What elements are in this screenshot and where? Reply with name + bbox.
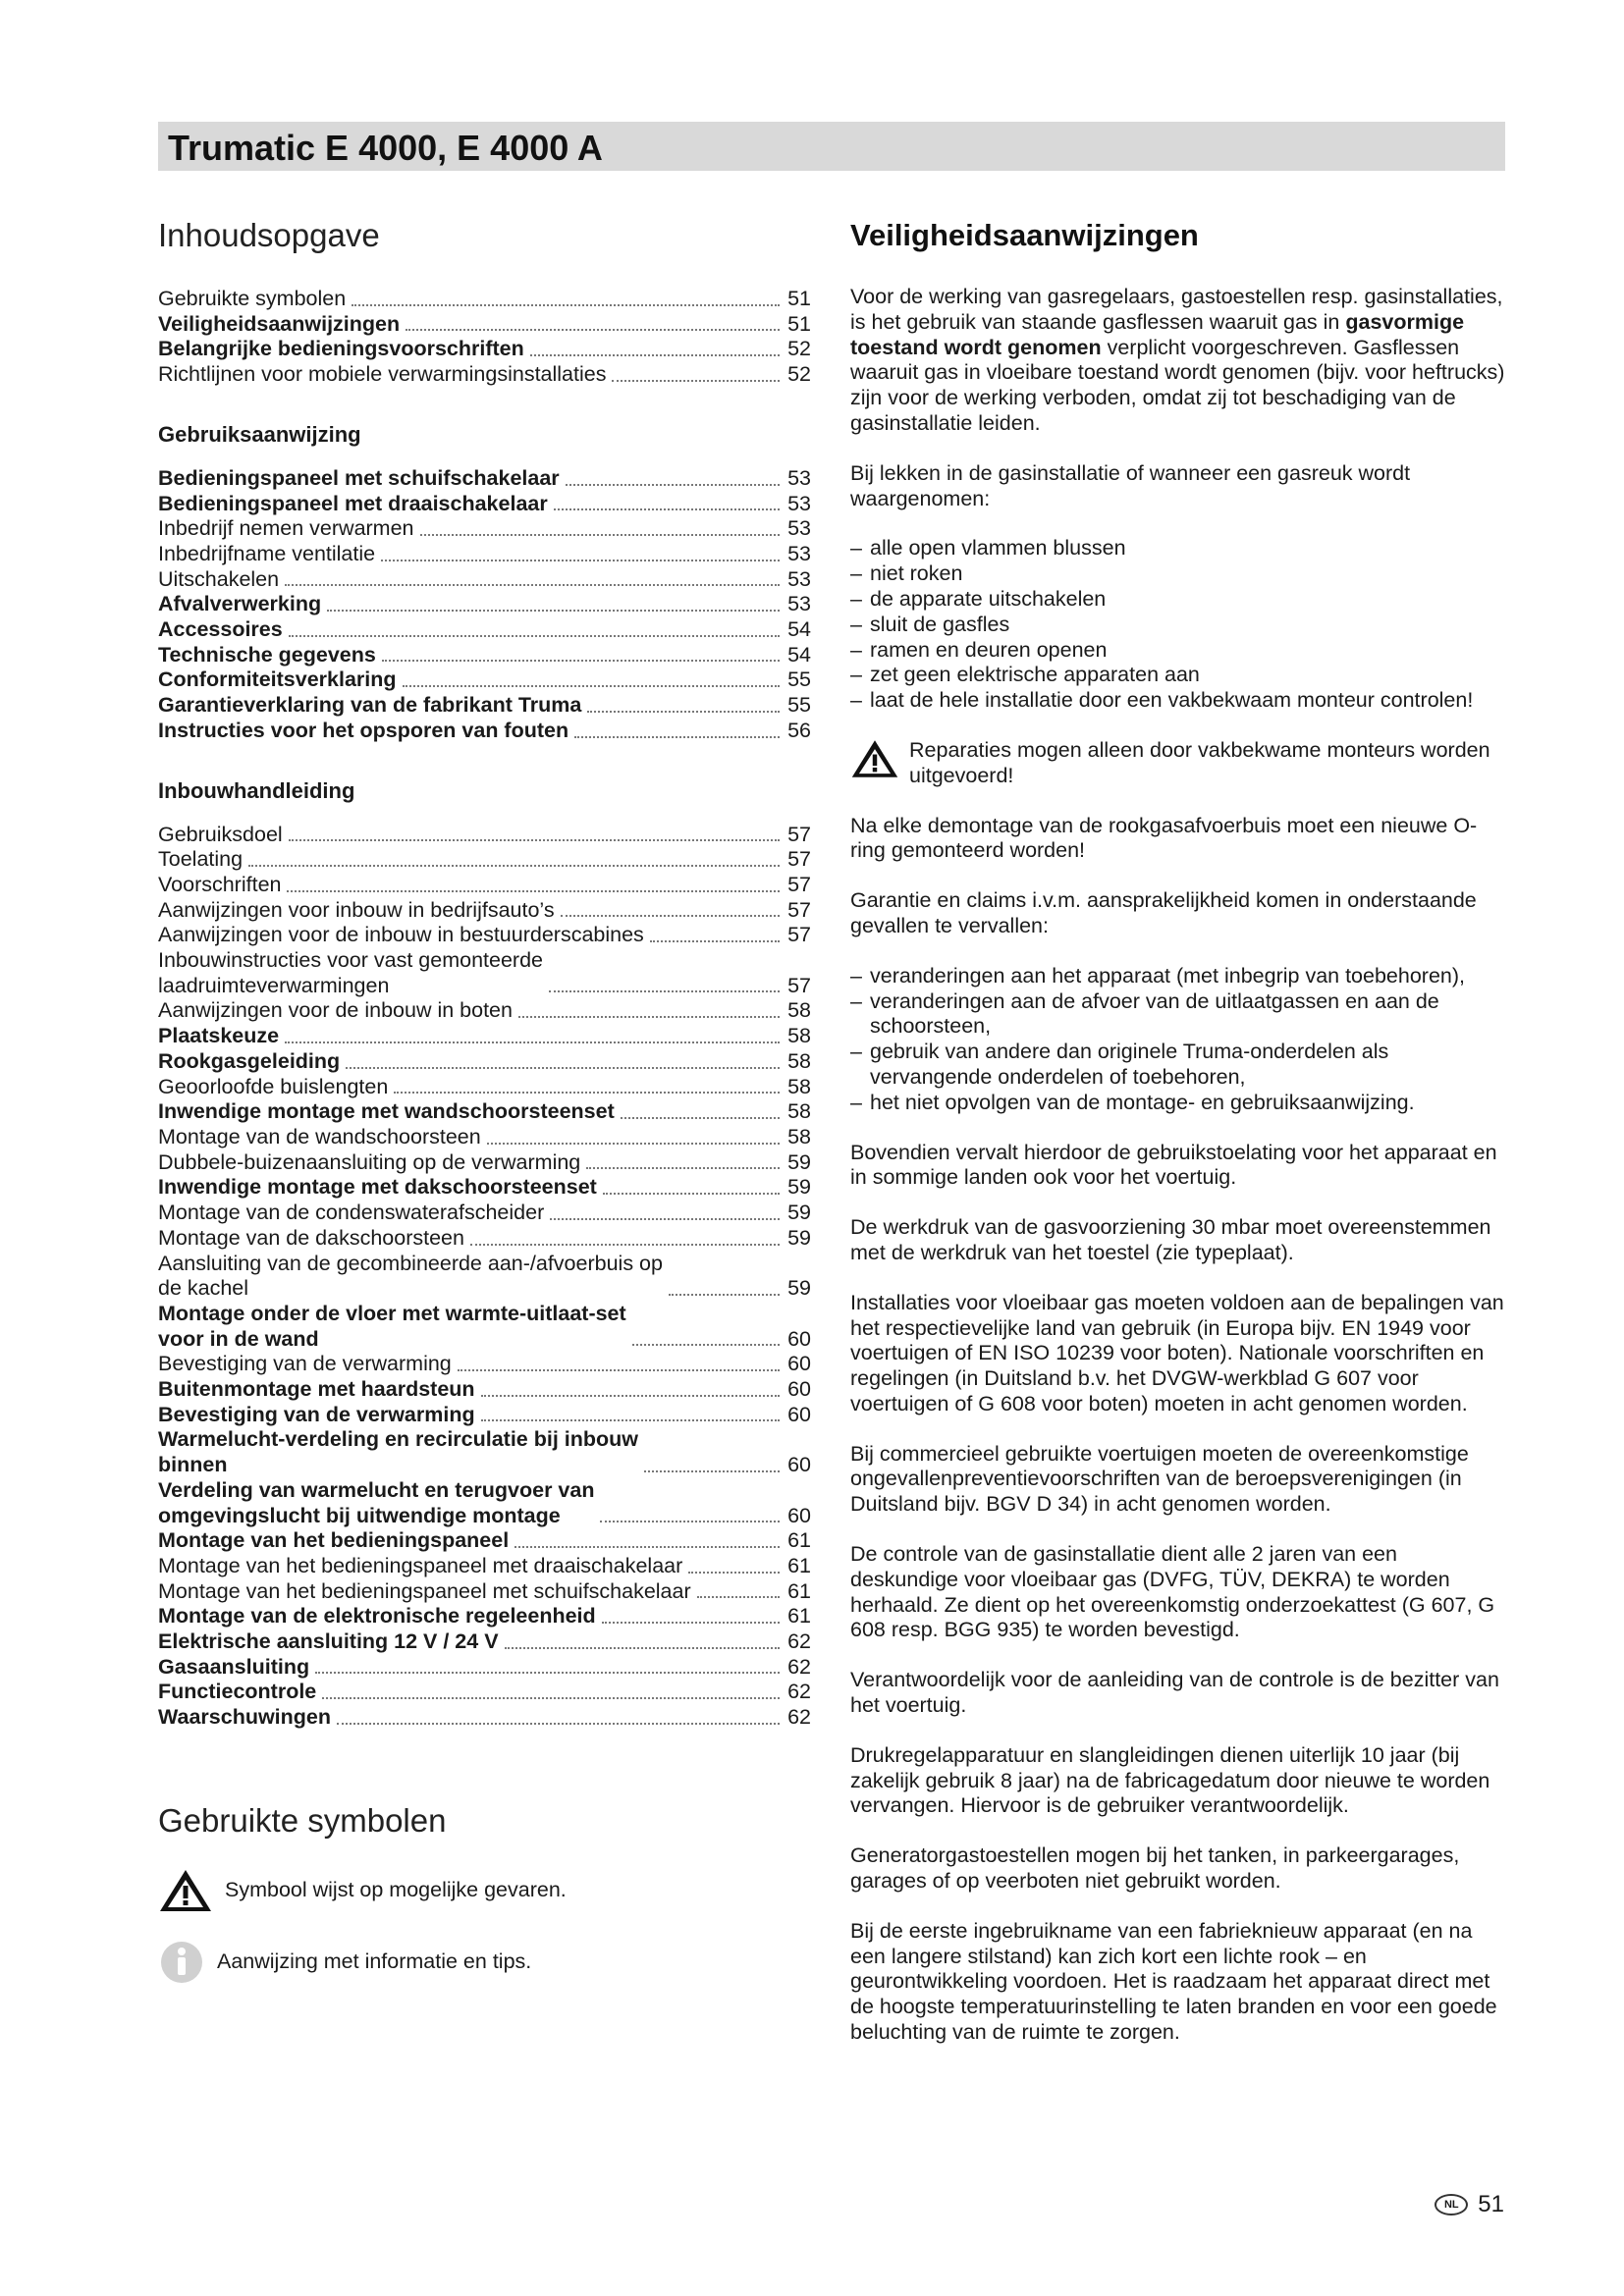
toc-entry	[158, 1554, 811, 1579]
toc-entry-title: Toelating	[158, 847, 244, 872]
safety-p1-bold: gasvormige toestand wordt genomen	[850, 309, 1465, 359]
toc-entry-page: 62	[787, 1654, 811, 1679]
toc-entry-page: 58	[787, 1074, 811, 1098]
toc-entry-title: Bedieningspaneel met draaischakelaar	[158, 491, 548, 515]
toc-leader-dots	[285, 584, 780, 586]
toc-entry-page: 60	[787, 1326, 811, 1351]
toc-entry-title: Accessoires	[158, 617, 283, 642]
toc-entry	[158, 1655, 811, 1681]
toc-entry-page: 59	[787, 1225, 811, 1250]
toc-entry-title: Montage van de elektronische regeleenheid	[158, 1604, 596, 1629]
toc-entry-page: 53	[787, 592, 811, 616]
toc-entry-page: 59	[787, 1149, 811, 1174]
toc-entry	[158, 923, 811, 948]
toc-leader-dots	[352, 304, 780, 306]
toc-entry-page: 53	[787, 516, 811, 541]
safety-paragraph-8: Bij commercieel gebruikte voertuigen moeten de overeenkomstige ongevallenpreventievoorschriften van de beroepsverenigingen (in Duitsland bijv. BGV D 34) in acht genomen worden.	[850, 1441, 1469, 1517]
toc-entry-title: Waarschuwingen	[158, 1705, 332, 1730]
document-title: Trumatic E 4000, E 4000 A	[168, 128, 603, 168]
toc-entry	[158, 617, 811, 643]
toc-entry-title: Richtlijnen voor mobiele verwarmingsinstallaties	[158, 362, 607, 387]
toc-leader-dots	[549, 990, 780, 992]
toc-entry-page: 58	[787, 1048, 811, 1073]
info-icon	[158, 1939, 205, 1986]
list-item: – sluit de gasfles	[850, 613, 1506, 638]
toc-entry-title: Gebruikte symbolen	[158, 287, 347, 310]
toc-entry	[158, 1024, 811, 1049]
toc-entry	[158, 1377, 811, 1403]
toc-entry-page: 57	[787, 923, 811, 947]
toc-entry	[158, 1427, 811, 1477]
toc-leader-dots	[481, 1419, 780, 1421]
toc-entry-title: Aanwijzingen voor de inbouw in bestuurderscabines	[158, 923, 644, 947]
toc-entry	[158, 1528, 811, 1554]
toc-entry	[158, 362, 811, 388]
toc-entry-title: Geoorloofde buislengten	[158, 1074, 389, 1098]
toc-leader-dots	[550, 1218, 780, 1220]
toc-leader-dots	[382, 660, 780, 662]
toc-entry-title: Warmelucht-verdeling en recirculatie bij inbouw binnen	[158, 1427, 639, 1477]
toc-entry-title: Instructies voor het opsporen van fouten	[158, 718, 569, 742]
toc-leader-dots	[420, 534, 780, 536]
warranty-void-list	[850, 964, 1506, 1116]
toc-entry-page: 51	[787, 311, 811, 336]
toc-entry	[158, 542, 811, 567]
toc-leader-dots	[458, 1369, 780, 1371]
toc-entry	[158, 1201, 811, 1226]
list-item: – het niet opvolgen van de montage- en gebruiksaanwijzing.	[850, 1091, 1506, 1116]
toc-entry-title: Montage van de condenswaterafscheider	[158, 1201, 545, 1225]
toc-entry	[158, 1150, 811, 1176]
toc-entry-title: Garantieverklaring van de fabrikant Truma	[158, 693, 582, 718]
toc-entry-page: 61	[787, 1604, 811, 1629]
toc-leader-dots	[285, 1041, 780, 1043]
list-item: – alle open vlammen blussen	[850, 536, 1506, 561]
toc-entry	[158, 1680, 811, 1705]
toc-leader-dots	[346, 1067, 780, 1069]
safety-paragraph-3: Na elke demontage van de rookgasafvoerbuis moet een nieuwe O-ring gemonteerd worden!	[850, 813, 1478, 863]
toc-leader-dots	[322, 1697, 780, 1699]
toc-entry	[158, 337, 811, 362]
toc-entry-title: Buitenmontage met haardsteun	[158, 1377, 475, 1402]
safety-paragraph-12: Generatorgastoestellen mogen bij het tanken, in parkeergarages, garages of op veerboten niet gebruikt worden.	[850, 1843, 1460, 1894]
toc-leader-dots	[603, 1193, 780, 1195]
toc-entry	[158, 466, 811, 492]
toc-leader-dots	[530, 354, 780, 356]
warning-row	[850, 738, 1506, 789]
left-column	[158, 214, 811, 1986]
toc-entry	[158, 1302, 811, 1352]
list-item: – niet roken	[850, 561, 1506, 587]
toc-entry	[158, 823, 811, 848]
toc-leader-dots	[381, 560, 780, 561]
toc-entry-title: Functiecontrole	[158, 1680, 317, 1704]
toc-entry-page: 60	[787, 1503, 811, 1527]
safety-paragraph-11: Drukregelapparatuur en slangleidingen dienen uiterlijk 10 jaar (bij zakelijk gebruik 8 jaar) na de fabricagedatum door nieuwe te worden vervangen. Hiervoor is de gebruiker verantwoordelijk.	[850, 1742, 1490, 1818]
toc-leader-dots	[612, 380, 780, 382]
toc-entry	[158, 1478, 811, 1528]
toc-entry-page: 55	[787, 667, 811, 692]
right-column	[850, 214, 1506, 2070]
toc-entry-page: 57	[787, 897, 811, 922]
toc-entry-title: Uitschakelen	[158, 566, 280, 591]
toc-entry	[158, 643, 811, 668]
toc-entry-page: 54	[787, 642, 811, 667]
toc-entry	[158, 492, 811, 517]
toc-entry-title: Aansluiting van de gecombineerde aan-/afvoerbuis op de kachel	[158, 1251, 663, 1301]
toc-group-title: Inbouwhandleiding	[158, 777, 355, 803]
safety-paragraph-5: Bovendien vervalt hierdoor de gebruikstoelating voor het apparaat en in sommige landen ook voor het voertuig.	[850, 1140, 1497, 1190]
toc-entry-title: Inwendige montage met dakschoorsteenset	[158, 1175, 597, 1200]
gas-leak-actions-list	[850, 536, 1506, 714]
toc-entry-title: Voorschriften	[158, 872, 282, 896]
toc-entry	[158, 667, 811, 693]
toc-entry	[158, 1403, 811, 1428]
toc-entry	[158, 287, 811, 312]
toc-entry-title: Veiligheidsaanwijzingen	[158, 311, 401, 336]
toc-leader-dots	[697, 1596, 780, 1598]
toc-entry-page: 59	[787, 1201, 811, 1225]
list-item: – laat de hele installatie door een vakbekwaam monteur controlen!	[850, 688, 1506, 714]
toc-entry	[158, 998, 811, 1024]
toc-leader-dots	[587, 711, 780, 713]
toc-entry	[158, 592, 811, 617]
safety-paragraph-2: Bij lekken in de gasinstallatie of wanneer een gasreuk wordt waargenomen:	[850, 460, 1411, 510]
toc-entry-title: Aanwijzingen voor inbouw in bedrijfsauto’s	[158, 897, 555, 922]
toc-entry-page: 54	[787, 617, 811, 642]
safety-p1-text-a: Voor de werking van gasregelaars, gastoestellen resp. gasinstallaties, is het gebruik van staande gasflessen waaruit gas in	[850, 285, 1503, 334]
toc-entry	[158, 898, 811, 924]
toc-heading: Inhoudsopgave	[158, 217, 380, 253]
toc-entry-page: 60	[787, 1377, 811, 1402]
language-badge: NL	[1435, 2194, 1468, 2216]
table-of-contents	[158, 287, 811, 1731]
toc-entry-title: Montage van de dakschoorsteen	[158, 1225, 464, 1250]
toc-entry-page: 61	[787, 1578, 811, 1603]
page-footer	[1435, 2191, 1504, 2218]
toc-entry-title: Inbedrijfname ventilatie	[158, 541, 376, 565]
toc-entry	[158, 312, 811, 338]
toc-entry-page: 57	[787, 973, 811, 997]
toc-entry-title: Verdeling van warmelucht en terugvoer van omgevingslucht bij uitwendige montage	[158, 1477, 595, 1527]
toc-entry-page: 57	[787, 847, 811, 872]
toc-entry-title: Bevestiging van de verwarming	[158, 1402, 475, 1426]
toc-leader-dots	[394, 1092, 780, 1094]
safety-heading: Veiligheidsaanwijzingen	[850, 218, 1199, 252]
toc-entry	[158, 1252, 811, 1302]
toc-entry-page: 55	[787, 693, 811, 718]
toc-entry	[158, 1075, 811, 1100]
toc-entry-page: 53	[787, 465, 811, 490]
toc-entry	[158, 948, 811, 998]
toc-entry-title: Inwendige montage met wandschoorsteenset	[158, 1099, 615, 1124]
toc-entry-title: Montage van het bedieningspaneel	[158, 1528, 510, 1553]
toc-entry-title: Elektrische aansluiting 12 V / 24 V	[158, 1629, 499, 1654]
toc-entry-title: Gasaansluiting	[158, 1654, 310, 1679]
symbol-row-info	[158, 1939, 811, 1986]
toc-leader-dots	[600, 1521, 780, 1522]
toc-leader-dots	[487, 1143, 780, 1145]
toc-entry	[158, 1352, 811, 1377]
toc-entry-title: Rookgasgeleiding	[158, 1048, 341, 1073]
toc-entry-page: 62	[787, 1680, 811, 1704]
toc-leader-dots	[505, 1647, 780, 1649]
toc-entry	[158, 516, 811, 542]
toc-leader-dots	[561, 915, 780, 917]
toc-leader-dots	[644, 1470, 780, 1472]
toc-leader-dots	[574, 736, 780, 738]
toc-leader-dots	[315, 1672, 780, 1674]
toc-entry-title: Belangrijke bedieningsvoorschriften	[158, 337, 524, 361]
toc-group-title: Gebruiksaanwijzing	[158, 421, 361, 447]
toc-leader-dots	[406, 329, 780, 331]
toc-entry-page: 60	[787, 1453, 811, 1477]
toc-leader-dots	[337, 1723, 780, 1725]
toc-entry	[158, 847, 811, 873]
toc-entry-page: 57	[787, 872, 811, 896]
safety-paragraph-10: Verantwoordelijk voor de aanleiding van de controle is de bezitter van het voertuig.	[850, 1668, 1499, 1718]
safety-paragraph-13: Bij de eerste ingebruikname van een fabrieknieuw apparaat (en na een langere stilstand) kan zich kort een lichte rook – en geurontwikkeling voordoen. Het is raadzaam het apparaat direct met de hoogste temperatuurinstelling te laten branden en voor een goede beluchting van de ruimte te zorgen.	[850, 1918, 1497, 2045]
toc-leader-dots	[327, 610, 780, 612]
toc-entry-title: Montage onder de vloer met warmte-uitlaat-set voor in de wand	[158, 1301, 626, 1351]
toc-entry	[158, 1629, 811, 1655]
list-item: – veranderingen aan de afvoer van de uitlaatgassen en aan de schoorsteen,	[850, 989, 1506, 1041]
toc-entry-page: 58	[787, 1124, 811, 1148]
toc-entry-title: Aanwijzingen voor de inbouw in boten	[158, 998, 513, 1023]
page-number: 51	[1478, 2191, 1504, 2217]
toc-entry	[158, 567, 811, 593]
toc-entry-page: 60	[787, 1402, 811, 1426]
toc-entry-page: 53	[787, 566, 811, 591]
toc-entry-page: 59	[787, 1276, 811, 1301]
toc-entry-title: Montage van de wandschoorsteen	[158, 1124, 481, 1148]
toc-entry	[158, 1099, 811, 1125]
toc-entry-page: 52	[787, 362, 811, 387]
symbol-info-text: Aanwijzing met informatie en tips.	[217, 1949, 532, 1974]
toc-entry-title: Bevestiging van de verwarming	[158, 1352, 452, 1376]
toc-entry-page: 60	[787, 1352, 811, 1376]
toc-entry	[158, 1579, 811, 1605]
toc-leader-dots	[289, 635, 780, 637]
toc-leader-dots	[289, 839, 780, 841]
list-item: – de apparate uitschakelen	[850, 587, 1506, 613]
toc-entry-title: Afvalverwerking	[158, 592, 322, 616]
toc-entry-page: 52	[787, 337, 811, 361]
list-item: – veranderingen aan het apparaat (met inbegrip van toebehoren),	[850, 964, 1506, 989]
toc-entry	[158, 1604, 811, 1629]
toc-leader-dots	[650, 940, 780, 942]
header-bar	[158, 122, 1505, 171]
toc-leader-dots	[632, 1344, 780, 1346]
toc-entry-title: Montage van het bedieningspaneel met schuifschakelaar	[158, 1578, 691, 1603]
toc-entry-page: 58	[787, 1099, 811, 1124]
warning-triangle-icon	[158, 1868, 213, 1913]
toc-entry-page: 56	[787, 718, 811, 742]
toc-leader-dots	[602, 1622, 780, 1624]
toc-leader-dots	[248, 865, 780, 867]
toc-entry-page: 61	[787, 1553, 811, 1577]
repair-warning-text: Reparaties mogen alleen door vakbekwame monteurs worden uitgevoerd!	[909, 737, 1490, 787]
toc-entry-title: Dubbele-buizenaansluiting op de verwarming	[158, 1149, 581, 1174]
toc-entry-page: 62	[787, 1705, 811, 1730]
warning-triangle-icon	[850, 738, 899, 779]
toc-entry	[158, 873, 811, 898]
toc-entry-page: 57	[787, 822, 811, 846]
toc-leader-dots	[669, 1294, 780, 1296]
toc-entry-page: 53	[787, 541, 811, 565]
toc-entry-page: 53	[787, 491, 811, 515]
toc-entry-title: Gebruiksdoel	[158, 822, 283, 846]
list-item: – zet geen elektrische apparaten aan	[850, 663, 1506, 688]
toc-leader-dots	[287, 890, 780, 892]
toc-entry	[158, 719, 811, 744]
toc-entry-title: Technische gegevens	[158, 642, 376, 667]
toc-entry-title: Plaatskeuze	[158, 1024, 280, 1048]
symbol-row-warning	[158, 1868, 811, 1913]
toc-entry-page: 61	[787, 1528, 811, 1553]
toc-entry-title: Conformiteitsverklaring	[158, 667, 397, 692]
safety-p1-text-b: verplicht voorgeschreven. Gasflessen waaruit gas in vloeibare toestand wordt genomen (bijv. voor heftrucks) zijn voor de werking verboden, omdat zij tot beschadiging van de gasinstallatie leiden.	[850, 335, 1505, 435]
toc-leader-dots	[470, 1244, 780, 1246]
symbol-warning-text: Symbool wijst op mogelijke gevaren.	[225, 1878, 567, 1902]
toc-entry-title: Inbedrijf nemen verwarmen	[158, 516, 414, 541]
toc-entry	[158, 693, 811, 719]
toc-leader-dots	[554, 508, 780, 510]
toc-leader-dots	[514, 1546, 780, 1548]
toc-entry-page: 58	[787, 998, 811, 1023]
toc-entry-page: 59	[787, 1175, 811, 1200]
toc-leader-dots	[688, 1572, 780, 1574]
toc-leader-dots	[403, 685, 780, 687]
toc-entry	[158, 1705, 811, 1731]
toc-entry	[158, 1226, 811, 1252]
toc-leader-dots	[566, 484, 780, 486]
toc-entry	[158, 1175, 811, 1201]
toc-leader-dots	[586, 1167, 780, 1169]
toc-entry	[158, 1049, 811, 1075]
toc-entry-title: Montage van het bedieningspaneel met draaischakelaar	[158, 1553, 683, 1577]
symbols-heading: Gebruikte symbolen	[158, 1801, 447, 1839]
list-item: – ramen en deuren openen	[850, 638, 1506, 664]
list-item: – gebruik van andere dan originele Truma-onderdelen als vervangende onderdelen of toebehoren,	[850, 1040, 1506, 1091]
toc-entry	[158, 1125, 811, 1150]
toc-leader-dots	[481, 1395, 780, 1397]
safety-paragraph-4: Garantie en claims i.v.m. aansprakelijkheid komen in onderstaande gevallen te vervallen:	[850, 888, 1477, 937]
toc-entry-page: 51	[787, 287, 811, 310]
safety-paragraph-1	[850, 285, 1506, 437]
toc-entry-title: Inbouwinstructies voor vast gemonteerde laadruimteverwarmingen	[158, 948, 543, 997]
toc-entry-page: 58	[787, 1024, 811, 1048]
toc-leader-dots	[621, 1117, 780, 1119]
toc-leader-dots	[518, 1016, 780, 1018]
safety-paragraph-6: De werkdruk van de gasvoorziening 30 mbar moet overeenstemmen met de werkdruk van het toestel (zie typeplaat).	[850, 1215, 1491, 1264]
toc-entry-title: Bedieningspaneel met schuifschakelaar	[158, 465, 560, 490]
toc-entry-page: 62	[787, 1629, 811, 1654]
safety-paragraph-9: De controle van de gasinstallatie dient alle 2 jaren van een deskundige voor vloeibaar gas (DVFG, TÜV, DEKRA) te worden herhaald. Ze dient op het overeenkomstig onderzoekattest (G 607, G 608 resp. BGG 935) te worden bevestigd.	[850, 1542, 1495, 1642]
safety-paragraph-7: Installaties voor vloeibaar gas moeten voldoen aan de bepalingen van het respectievelijke land van gebruik (in Europa bijv. EN 1949 voor voertuigen of EN ISO 10239 voor boten). Nationale voorschriften en regelingen (in Duitsland b.v. het DVGW-werkblad G 607 voor voertuigen of G 608 voor boten) moeten in acht genomen worden.	[850, 1290, 1504, 1415]
